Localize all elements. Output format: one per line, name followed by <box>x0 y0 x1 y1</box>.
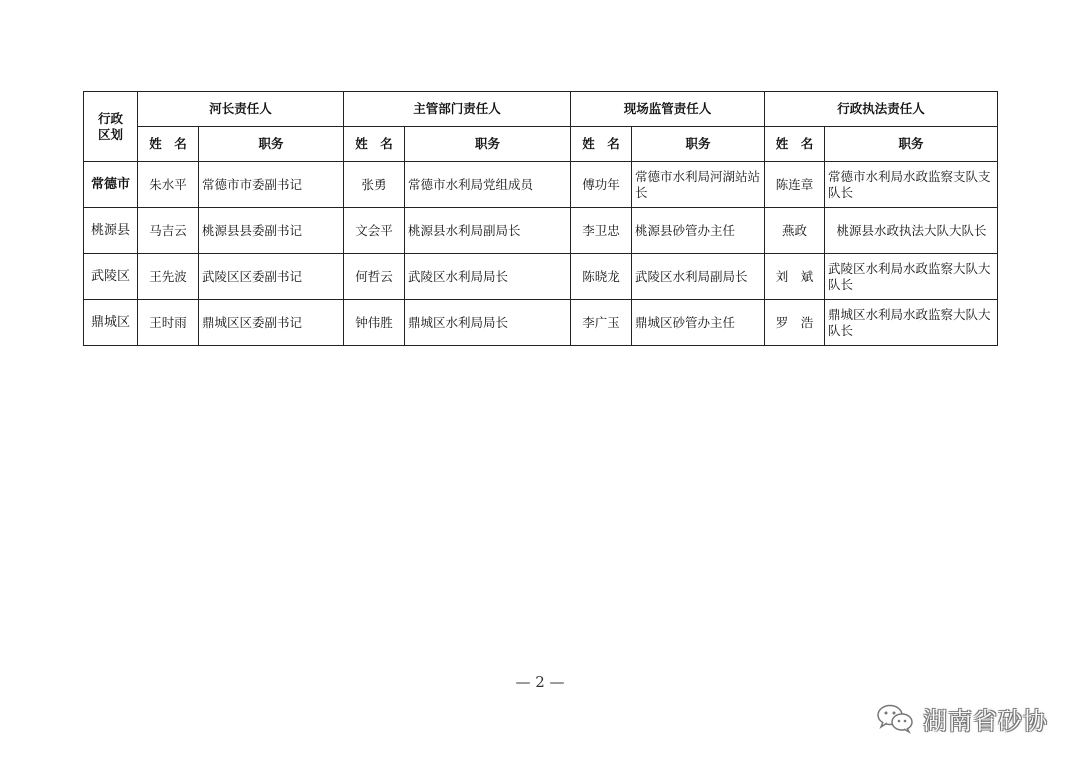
name-cell: 何哲云 <box>344 254 405 300</box>
title-cell: 武陵区区委副书记 <box>199 254 344 300</box>
name-cell: 燕政 <box>765 208 825 254</box>
subheader-title: 职务 <box>199 127 344 162</box>
table-row <box>84 300 998 346</box>
subheader-title: 职务 <box>825 127 998 162</box>
watermark <box>875 698 1048 738</box>
name-cell: 陈晓龙 <box>571 254 632 300</box>
subheader-name: 姓 名 <box>571 127 632 162</box>
region-header <box>84 92 138 162</box>
title-cell: 武陵区水利局副局长 <box>632 254 765 300</box>
name-cell: 张勇 <box>344 162 405 208</box>
title-cell: 常德市市委副书记 <box>199 162 344 208</box>
table-row <box>84 162 998 208</box>
name-cell: 李卫忠 <box>571 208 632 254</box>
name-cell: 陈连章 <box>765 162 825 208</box>
group-header-enforce: 行政执法责任人 <box>765 92 998 127</box>
name-cell: 文会平 <box>344 208 405 254</box>
table-row <box>84 208 998 254</box>
title-cell: 武陵区水利局水政监察大队大队长 <box>825 254 998 300</box>
group-header-dept: 主管部门责任人 <box>344 92 571 127</box>
region-cell: 鼎城区 <box>84 300 138 346</box>
title-cell: 常德市水利局河湖站站长 <box>632 162 765 208</box>
name-cell: 钟伟胜 <box>344 300 405 346</box>
subheader-title: 职务 <box>405 127 571 162</box>
title-cell: 桃源县水政执法大队大队长 <box>825 208 998 254</box>
region-cell: 武陵区 <box>84 254 138 300</box>
responsibility-table <box>83 91 998 346</box>
table-row <box>84 254 998 300</box>
subheader-name: 姓 名 <box>765 127 825 162</box>
name-cell: 傅功年 <box>571 162 632 208</box>
group-header-river-chief: 河长责任人 <box>138 92 344 127</box>
title-cell: 鼎城区水利局局长 <box>405 300 571 346</box>
subheader-title: 职务 <box>632 127 765 162</box>
wechat-icon <box>875 702 915 734</box>
title-cell: 武陵区水利局局长 <box>405 254 571 300</box>
region-cell: 桃源县 <box>84 208 138 254</box>
watermark-text: 湖南省砂协 <box>923 706 1048 735</box>
name-cell: 马吉云 <box>138 208 199 254</box>
title-cell: 鼎城区砂管办主任 <box>632 300 765 346</box>
name-cell: 王时雨 <box>138 300 199 346</box>
title-cell: 桃源县砂管办主任 <box>632 208 765 254</box>
title-cell: 鼎城区区委副书记 <box>199 300 344 346</box>
group-header-site: 现场监管责任人 <box>571 92 765 127</box>
name-cell: 朱水平 <box>138 162 199 208</box>
region-header-line1: 行政 <box>97 110 123 126</box>
title-cell: 桃源县水利局副局长 <box>405 208 571 254</box>
title-cell: 常德市水利局水政监察支队支队长 <box>825 162 998 208</box>
region-cell: 常德市 <box>84 162 138 208</box>
name-cell: 刘 斌 <box>765 254 825 300</box>
title-cell: 鼎城区水利局水政监察大队大队长 <box>825 300 998 346</box>
region-header-line2: 区划 <box>97 126 123 142</box>
page-number: — 2 — <box>515 673 565 691</box>
name-cell: 王先波 <box>138 254 199 300</box>
subheader-name: 姓 名 <box>138 127 199 162</box>
name-cell: 李广玉 <box>571 300 632 346</box>
title-cell: 常德市水利局党组成员 <box>405 162 571 208</box>
title-cell: 桃源县县委副书记 <box>199 208 344 254</box>
subheader-name: 姓 名 <box>344 127 405 162</box>
responsibility-table-container <box>83 91 997 346</box>
name-cell: 罗 浩 <box>765 300 825 346</box>
